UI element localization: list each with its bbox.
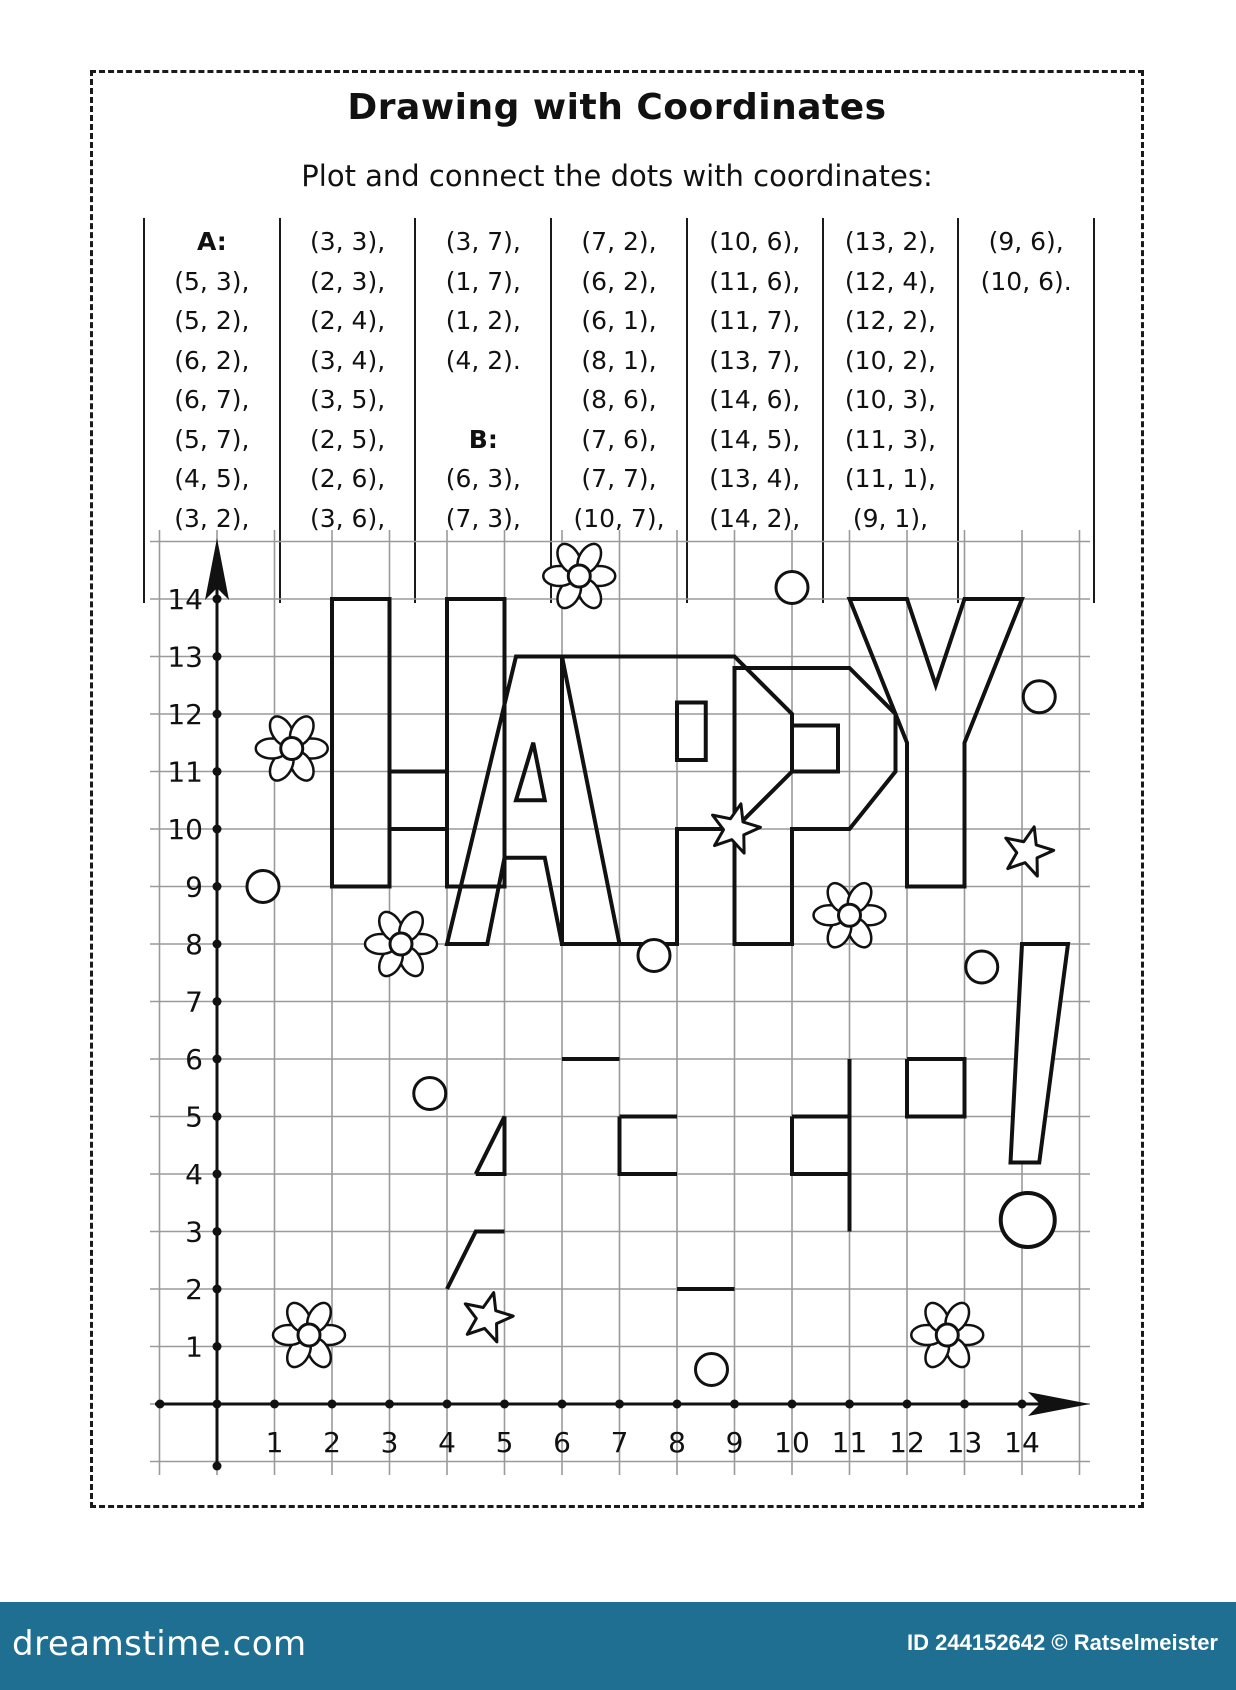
x-tick-label: 12 [889,1426,925,1459]
coordinate-pair: (7, 3), [445,503,521,533]
coordinate-pair: (5, 2), [174,306,250,335]
coordinates-table [143,218,1095,603]
image-id-credit: ID 244152642 © Ratselmeister [907,1630,1218,1655]
y-tick-label: 3 [185,1215,203,1249]
coordinate-pair: (6, 2), [174,345,250,375]
worksheet-title: Drawing with Coordinates [347,87,887,128]
brand-logo-text[interactable]: dreamstime.com [12,1624,307,1664]
coordinate-pair: (11, 6), [709,266,801,296]
coordinate-pair: (3, 5), [309,385,386,414]
footer-bar [0,1602,1236,1690]
coordinate-pair: (6, 1), [581,306,657,335]
worksheet-instruction: Plot and connect the dots with coordinates: [301,159,933,193]
coordinate-pair: (2, 4), [309,306,386,335]
coordinate-pair: (12, 4), [844,266,936,296]
coordinate-pair: (12, 2), [844,306,936,335]
x-tick-label: 3 [380,1426,399,1459]
coordinate-pair: (10, 7), [573,503,665,533]
x-tick-label: 13 [946,1426,983,1459]
x-tick-label: 1 [265,1426,284,1459]
coordinate-pair: (6, 2), [581,266,657,296]
coordinate-pair: (5, 7), [174,424,250,454]
shape-label: A: [196,227,227,256]
y-tick-label: 2 [185,1273,203,1306]
y-tick-label: 12 [167,698,203,731]
y-tick-label: 10 [167,813,203,846]
y-tick-label: 13 [167,640,203,674]
y-tick-label: 5 [185,1100,203,1134]
coordinate-pair: (2, 6), [309,464,386,493]
coordinate-pair: (4, 2). [445,345,521,375]
coordinate-column [143,218,279,603]
coordinate-column [414,218,550,603]
y-tick-label: 8 [185,928,203,961]
coordinate-pair: (8, 6), [581,385,657,414]
coordinate-pair: (3, 3), [309,227,386,256]
coordinate-pair: (3, 4), [309,345,386,375]
y-tick-label: 14 [167,583,203,616]
x-tick-label: 2 [323,1426,341,1459]
coordinate-column [279,218,415,603]
y-tick-label: 11 [167,755,203,789]
coordinate-pair: (10, 3), [844,385,936,414]
coordinate-pair: (9, 6), [988,227,1064,256]
coordinate-pair: (3, 7), [445,227,521,256]
coordinate-pair: (7, 6), [581,424,657,454]
worksheet-frame [90,70,1144,1508]
coordinate-column [957,218,1095,603]
coordinate-pair: (6, 3), [445,464,521,493]
coordinate-pair: (3, 6), [309,503,386,533]
coordinate-pair: (3, 2), [174,503,250,533]
coordinate-pair: (2, 3), [309,266,386,296]
coordinate-pair: (2, 5), [309,424,386,454]
x-tick-label: 9 [725,1426,744,1459]
coordinate-pair: (9, 1), [852,503,929,533]
coordinate-pair: (7, 2), [581,227,657,256]
y-tick-label: 4 [185,1158,203,1191]
x-tick-label: 10 [774,1426,810,1459]
coordinate-pair: (10, 2), [844,345,936,375]
x-tick-label: 7 [610,1426,629,1459]
coordinate-pair: (1, 7), [445,266,521,296]
x-tick-label: 4 [438,1426,456,1459]
y-tick-label: 9 [185,870,203,904]
coordinate-pair: (11, 7), [709,306,801,335]
coordinate-column [550,218,686,603]
x-tick-label: 8 [668,1426,686,1459]
x-tick-label: 11 [831,1426,868,1459]
coordinate-pair: (1, 2), [445,306,521,335]
x-tick-label: 14 [1004,1426,1040,1459]
y-tick-label: 1 [185,1330,203,1364]
x-tick-label: 6 [553,1426,571,1459]
coordinate-pair: (13, 7), [709,345,801,375]
y-tick-label: 6 [185,1043,203,1076]
coordinate-pair: (10, 6). [980,266,1072,296]
y-tick-label: 7 [185,985,203,1019]
coordinate-pair: (4, 5), [174,464,250,493]
coordinate-pair: (13, 4), [709,464,801,493]
coordinate-pair: (14, 6), [709,385,801,414]
x-tick-label: 5 [495,1426,514,1459]
coordinate-pair: (7, 7), [581,464,657,493]
coordinate-pair: (6, 7), [174,385,250,414]
coordinate-pair: (8, 1), [581,345,657,375]
coordinate-pair: (11, 1), [844,464,936,493]
coordinate-pair: (13, 2), [844,227,936,256]
shape-label: B: [468,424,498,454]
coordinate-column [686,218,822,603]
coordinate-pair: (5, 3), [174,266,250,296]
coordinate-column [822,218,958,603]
coordinate-pair: (14, 5), [709,424,801,454]
coordinate-pair: (10, 6), [709,227,801,256]
coordinate-pair: (11, 3), [844,424,936,454]
coordinate-pair: (14, 2), [709,503,801,533]
